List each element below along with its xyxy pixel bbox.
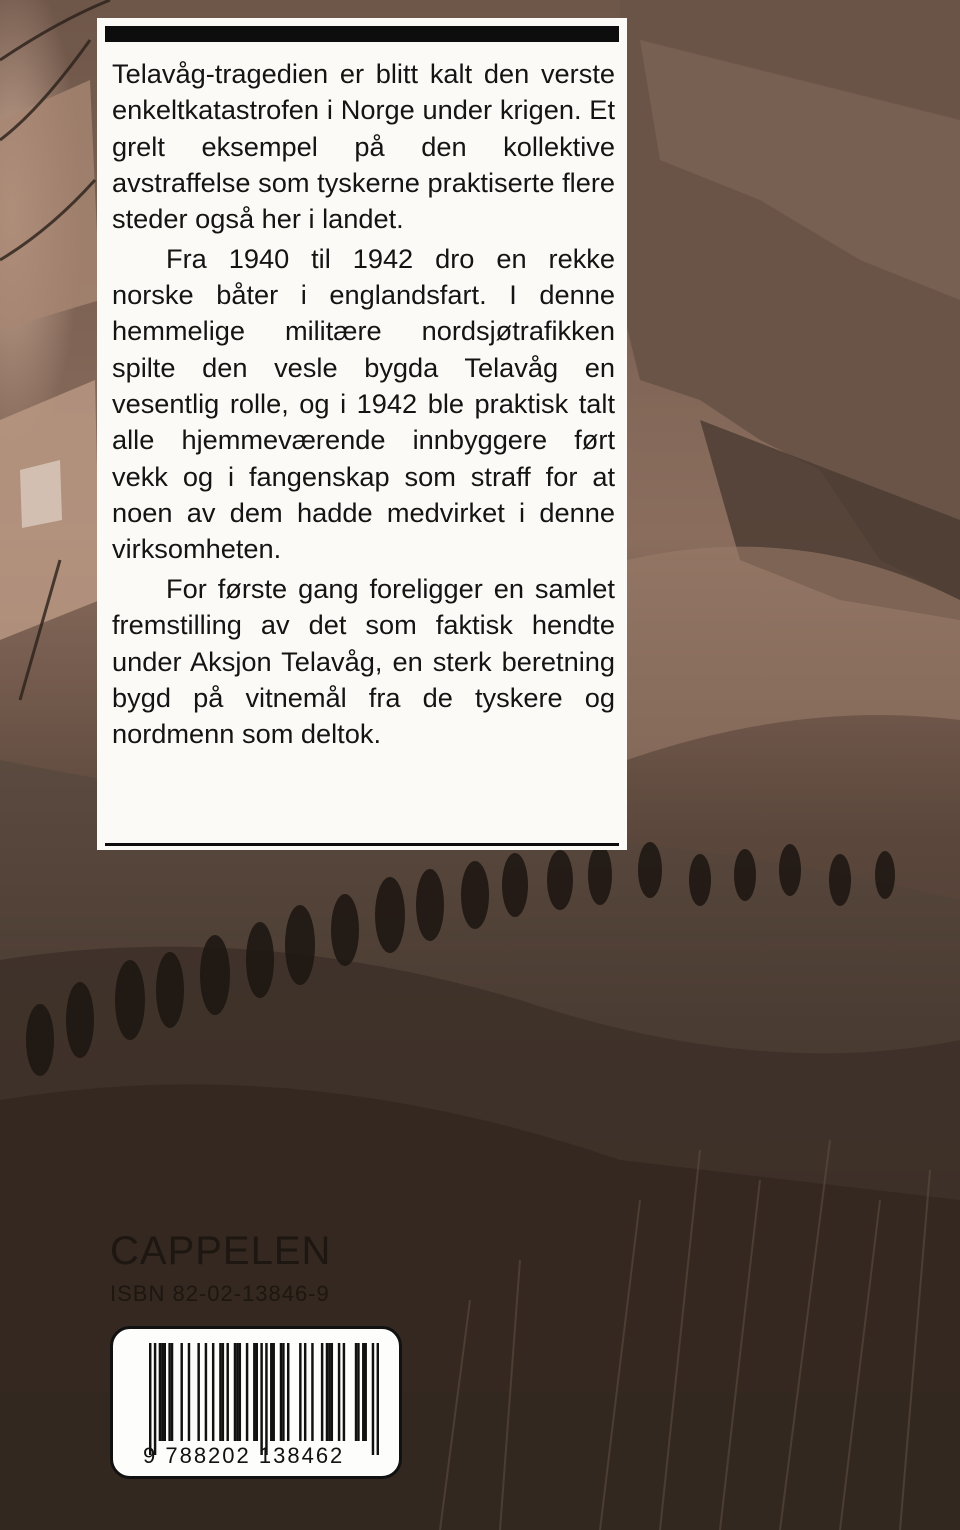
- barcode-bar: [270, 1343, 272, 1441]
- barcode-bar: [260, 1343, 262, 1455]
- barcode-bar: [362, 1343, 364, 1441]
- barcode-bar: [159, 1343, 161, 1441]
- blurb-paragraph: Fra 1940 til 1942 dro en rekke norske båter i englandsfart. I denne hemmelige militære nordsjøtrafikken spilte den vesle bygda Telavåg en vesentlig rolle, og i 1942 ble praktisk talt alle hjemmeværende innbyggere ført vekk og i fangenskap som straff for at noen av dem hadde medvirket i denne virksomheten.: [112, 242, 615, 565]
- barcode-bar: [377, 1343, 379, 1455]
- barcode-bar: [304, 1343, 306, 1441]
- barcode-digits: 9 788202 138462: [143, 1443, 345, 1468]
- barcode-bar: [168, 1343, 170, 1441]
- barcode-bar: [188, 1343, 190, 1441]
- barcode-bar: [331, 1343, 333, 1441]
- barcode-bar: [287, 1343, 289, 1441]
- blurb-paragraph: Telavåg-tragedien er blitt kalt den verste enkeltkatastrofen i Norge under krigen. Et grelt eksempel på den kollektive avstraffelse som tyskerne praktiserte flere steder også her i landet.: [112, 58, 615, 235]
- isbn-number: ISBN 82-02-13846-9: [110, 1281, 330, 1306]
- barcode-bar: [236, 1343, 238, 1441]
- barcode-bar: [256, 1343, 258, 1441]
- blurb-bottom-rule: [105, 843, 619, 846]
- barcode-bar: [280, 1343, 282, 1441]
- barcode-bar: [321, 1343, 323, 1441]
- barcode-bar: [234, 1343, 236, 1441]
- barcode-bar: [299, 1343, 301, 1441]
- barcode-bar: [343, 1343, 345, 1441]
- barcode-bar: [338, 1343, 340, 1441]
- barcode-bar: [364, 1343, 366, 1441]
- blurb-panel: [97, 18, 627, 850]
- barcode-bar: [239, 1343, 241, 1441]
- barcode-bar: [253, 1343, 255, 1441]
- blurb-text: [112, 56, 615, 753]
- barcode-bar: [212, 1343, 214, 1441]
- blurb-paragraph: For første gang foreligger en samlet fremstilling av det som faktisk hendte under Aksjon Telavåg, en sterk beretning bygd på vitnemål fra de tyskere og nordmenn som deltok.: [112, 572, 615, 750]
- barcode-bar: [154, 1343, 156, 1455]
- barcode-bar: [272, 1343, 274, 1441]
- barcode-bar: [219, 1343, 221, 1441]
- barcode-bar: [246, 1343, 248, 1441]
- barcode-bar: [311, 1343, 313, 1441]
- barcode-bar: [226, 1343, 228, 1441]
- barcode-bar: [180, 1343, 182, 1441]
- barcode-bar: [355, 1343, 357, 1441]
- barcode-bar: [205, 1343, 207, 1441]
- barcode-bar: [265, 1343, 267, 1455]
- barcode-bar: [357, 1343, 359, 1441]
- barcode-bar: [164, 1343, 166, 1441]
- barcode-bar: [149, 1343, 151, 1455]
- barcode-bar: [372, 1343, 374, 1455]
- barcode-label: [110, 1326, 402, 1479]
- publisher-name: CAPPELEN: [110, 1229, 332, 1273]
- blurb-top-rule: [105, 26, 619, 42]
- barcode-bar: [282, 1343, 284, 1441]
- barcode-bar: [222, 1343, 224, 1441]
- barcode-bar: [171, 1343, 173, 1441]
- barcode-bar: [328, 1343, 330, 1441]
- barcode-bar: [161, 1343, 163, 1441]
- barcode-bar: [197, 1343, 199, 1441]
- barcode-bar: [326, 1343, 328, 1441]
